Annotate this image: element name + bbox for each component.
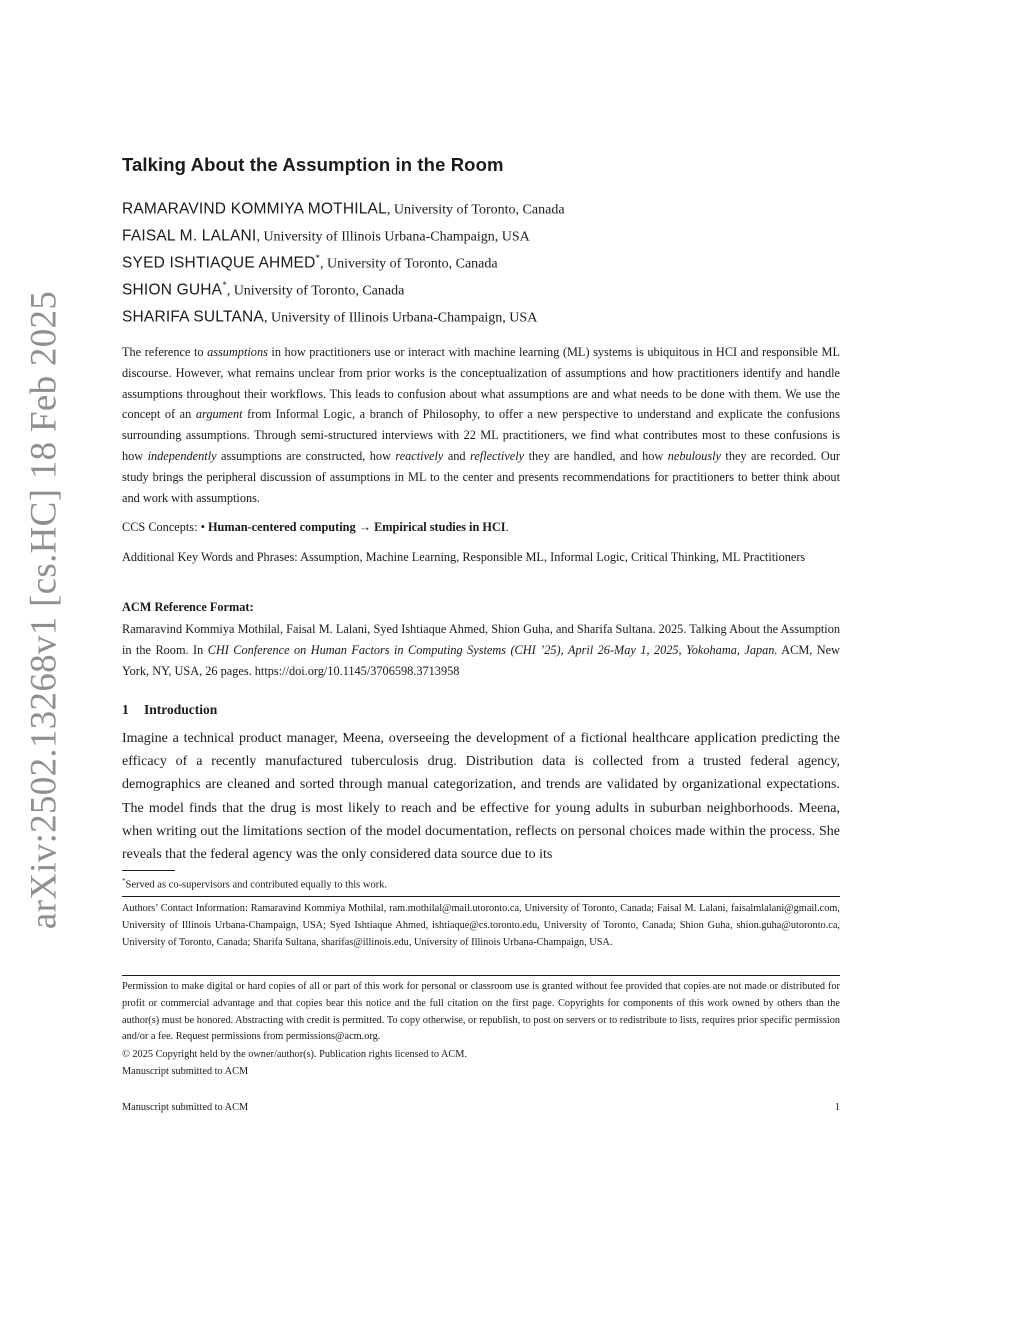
copyright: © 2025 Copyright held by the owner/author(s). Publication rights licensed to ACM.	[122, 1049, 468, 1060]
ccs-concept: Human-centered computing → Empirical studies in HCI	[207, 520, 506, 534]
section-title: Introduction	[144, 702, 218, 717]
ccs-concepts: CCS Concepts: • Human-centered computing → Empirical studies in HCI.	[122, 520, 509, 534]
author-affiliation: University of Illinois Urbana-Champaign, USA	[263, 229, 530, 245]
author-mark: *	[222, 280, 227, 290]
author-line: SHARIFA SULTANA, University of Illinois Urbana-Champaign, USA	[122, 308, 538, 326]
author-line: FAISAL M. LALANI, University of Illinois Urbana-Champaign, USA	[122, 227, 530, 245]
keywords: Additional Key Words and Phrases: Assumption, Machine Learning, Responsible ML, Informal Logic, Critical Thinking, ML Practitioners	[122, 550, 806, 564]
footnote: *Served as co-supervisors and contributed equally to this work.	[122, 877, 388, 891]
author-name: FAISAL M. LALANI	[122, 227, 257, 245]
divider	[122, 975, 840, 976]
footer-manuscript: Manuscript submitted to ACM	[122, 1102, 249, 1113]
contact-information: Authors’ Contact Information: Ramaravind Kommiya Mothilal, ram.mothilal@mail.utoronto.ca, University of Toronto, Canada; Faisal M. Lalani, faisalmlalani@gmail.com, University of Illinois Urbana-Champaign, USA; Syed Ishtiaque Ahmed, ishtiaque@cs.toronto.edu, University of Toronto, Canada; Shion Guha, shion.guha@utoronto.ca, University of Toronto, Canada; Sharifa Sultana, sharifas@illinois.edu, University of Illinois Urbana-Champaign, USA.	[122, 903, 840, 948]
section-number: 1	[122, 702, 129, 717]
author-line: SYED ISHTIAQUE AHMED*, University of Toronto, Canada	[122, 253, 498, 272]
acm-reference-heading: ACM Reference Format:	[122, 600, 254, 614]
manuscript-note: Manuscript submitted to ACM	[122, 1065, 249, 1077]
footnote-rule	[122, 870, 175, 871]
author-affiliation: University of Toronto, Canada	[326, 256, 498, 272]
paper-title: Talking About the Assumption in the Room	[122, 154, 504, 175]
author-affiliation: University of Toronto, Canada	[233, 283, 405, 299]
section-heading	[122, 701, 840, 719]
intro-paragraph: Imagine a technical product manager, Meena, overseeing the development of a fictional healthcare application predicting the efficacy of a recently manufactured tuberculosis drug. Distribution data is collected from a trusted federal agency, demographics are cleaned and sorted through manual categorization, and trends are validated by organizational expectations. The model finds that the drug is most likely to reach and be effective for young adults in suburban neighborhoods. Meena, when writing out the limitations section of the model documentation, reflects on personal choices made within the process. She reveals that the federal agency was the only considered data source due to its	[122, 731, 840, 863]
acm-reference: Ramaravind Kommiya Mothilal, Faisal M. Lalani, Syed Ishtiaque Ahmed, Shion Guha, and Sharifa Sultana. 2025. Talking About the Assumption in the Room. In CHI Conference on Human Factors in Computing Systems (CHI ’25), April 26-May 1, 2025, Yokohama, Japan. ACM, New York, NY, USA, 26 pages. https://doi.org/10.1145/3706598.3713958	[122, 622, 840, 678]
author-affiliation: University of Toronto, Canada	[393, 202, 565, 218]
author-mark: *	[315, 253, 320, 263]
author-line: SHION GUHA*, University of Toronto, Canada	[122, 280, 405, 299]
permission-notice: Permission to make digital or hard copies of all or part of this work for personal or classroom use is granted without fee provided that copies are not made or distributed for profit or commercial advantage and that copies bear this notice and the full citation on the first page. Copyrights for components of this work owned by others than the author(s) must be honored. Abstracting with credit is permitted. To copy otherwise, or republish, to post on servers or to redistribute to lists, requires prior specific permission and/or a fee. Request permissions from permissions@acm.org.	[122, 981, 840, 1043]
author-line: RAMARAVIND KOMMIYA MOTHILAL, University of Toronto, Canada	[122, 200, 565, 218]
author-name: SHION GUHA	[122, 281, 223, 299]
author-name: SHARIFA SULTANA	[122, 308, 264, 326]
author-name: RAMARAVIND KOMMIYA MOTHILAL	[122, 200, 387, 218]
page-number: 1	[834, 1102, 840, 1113]
copyright-block	[122, 1047, 840, 1081]
author-name: SYED ISHTIAQUE AHMED	[122, 254, 316, 272]
author-affiliation: University of Illinois Urbana-Champaign, USA	[270, 310, 538, 326]
abstract: The reference to assumptions in how practitioners use or interact with machine learning (ML) systems is ubiquitous in HCI and responsible ML discourse. However, what remains unclear from prior works is the conceptualization of assumptions and how practitioners identify and handle assumptions throughout their workflows. This leads to confusion about what assumptions are and what needs to be done with them. We use the concept of an argument from Informal Logic, a branch of Philosophy, to offer a new perspective to understand and explicate the confusions surrounding assumptions. Through semi-structured interviews with 22 ML practitioners, we find what contributes most to these confusions is how independently assumptions are constructed, how reactively and reflectively they are handled, and how nebulously they are recorded. Our study brings the peripheral discussion of assumptions in ML to the center and presents recommendations for practitioners to better think about and work with assumptions.	[122, 345, 841, 505]
divider	[122, 896, 840, 897]
arxiv-identifier: arXiv:2502.13268v1 [cs.HC] 18 Feb 2025	[23, 290, 65, 930]
